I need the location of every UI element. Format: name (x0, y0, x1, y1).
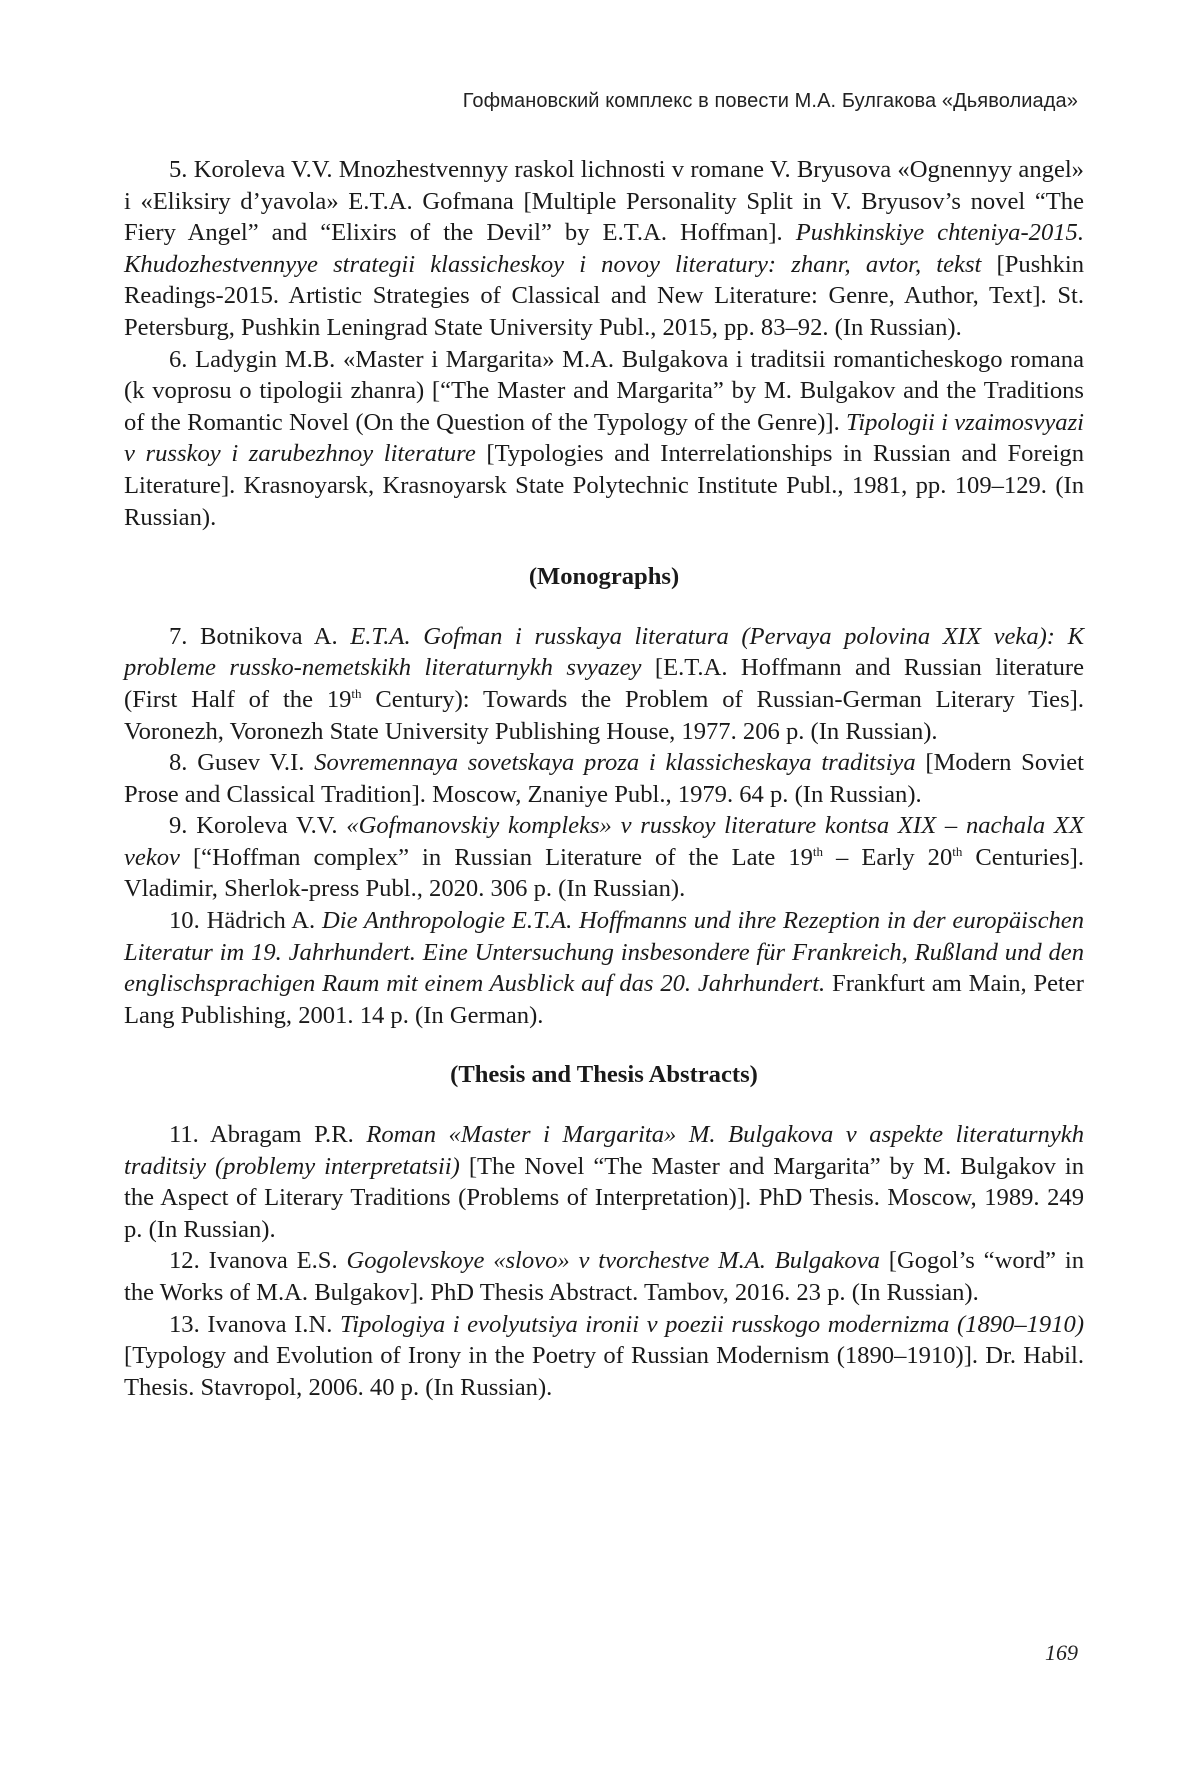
running-header: Гофмановский комплекс в повести М.А. Булгакова «Дьяволиада» (462, 90, 1078, 112)
reference-item: 12. Ivanova E.S. Gogolevskoye «slovo» v tvorchestve M.A. Bulgakova [Gogol’s “word” in the Works of M.A. Bulgakov]. PhD Thesis Abstract. Tambov, 2016. 23 p. (In Russian). (124, 1247, 1084, 1306)
reference-item: 9. Koroleva V.V. «Gofmanovskiy kompleks» v russkoy literature kontsa XIX – nachala XX vekov [“Hoffman complex” in Russian Literature of the Late 19th – Early 20th Centuries]. Vladimir, Sherlok-press Publ., 2020. 306 p. (In Russian). (124, 812, 1084, 903)
reference-item: 5. Koroleva V.V. Mnozhestvennyy raskol lichnosti v romane V. Bryusova «Ognennyy angel» i «Eliksiry d’yavola» E.T.A. Gofmana [Multiple Personality Split in V. Bryusov’s novel “The Fiery Angel” and “Elixirs of the Devil” by E.T.A. Hoffman]. Pushkinskiye chteniya-2015. Khudozhestvennyye strategii klassicheskoy i novoy literatury: zhanr, avtor, tekst [Pushkin Readings-2015. Artistic Strategies of Classical and New Literature: Genre, Author, Text]. St. Petersburg, Pushkin Leningrad State University Publ., 2015, pp. 83–92. (In Russian). (124, 156, 1085, 341)
reference-item: 11. Abragam P.R. Roman «Master i Margarita» M. Bulgakova v aspekte literaturnykh traditsiy (problemy interpretatsii) [The Novel “The Master and Margarita” by M. Bulgakov in the Aspect of Literary Traditions (Problems of Interpretation)]. PhD Thesis. Moscow, 1989. 249 p. (In Russian). (124, 1121, 1085, 1243)
reference-list (124, 154, 1084, 1403)
reference-item: 10. Hädrich A. Die Anthropologie E.T.A. Hoffmanns und ihre Rezeption in der europäischen Literatur im 19. Jahrhundert. Eine Untersuchung insbesondere für Frankreich, Rußland und den englischsprachigen Raum mit einem Ausblick auf das 20. Jahrhundert. Frankfurt am Main, Peter Lang Publishing, 2001. 14 p. (In German). (124, 907, 1084, 1029)
reference-item: 7. Botnikova A. E.T.A. Gofman i russkaya literatura (Pervaya polovina XIX veka): K probleme russko-nemetskikh literaturnykh svyazey [E.T.A. Hoffmann and Russian literature (First Half of the 19th Century): Towards the Problem of Russian-German Literary Ties]. Voronezh, Voronezh State University Publishing House, 1977. 206 p. (In Russian). (124, 622, 1084, 745)
reference-item: 8. Gusev V.I. Sovremennaya sovetskaya proza i klassicheskaya traditsiya [Modern Soviet Prose and Classical Tradition]. Moscow, Znaniye Publ., 1979. 64 p. (In Russian). (124, 749, 1085, 808)
page-number: 169 (1045, 1640, 1078, 1665)
reference-item: 6. Ladygin M.B. «Master i Margarita» M.A. Bulgakova i traditsii romanticheskogo romana (k voprosu o tipologii zhanra) [“The Master and Margarita” by M. Bulgakov and the Traditions of the Romantic Novel (On the Question of the Typology of the Genre)]. Tipologii i vzaimosvyazi v russkoy i zarubezhnoy literature [Typologies and Interrelationships in Russian and Foreign Literature]. Krasnoyarsk, Krasnoyarsk State Polytechnic Institute Publ., 1981, pp. 109–129. (In Russian). (124, 345, 1085, 531)
section-title-monographs: (Monographs) (528, 563, 680, 591)
reference-item: 13. Ivanova I.N. Tipologiya i evolyutsiya ironii v poezii russkogo modernizma (1890–1910) [Typology and Evolution of Irony in the Poetry of Russian Modernism (1890–1910)]. Dr. Habil. Thesis. Stavropol, 2006. 40 p. (In Russian). (124, 1310, 1085, 1401)
section-title-theses: (Thesis and Thesis Abstracts) (450, 1061, 758, 1089)
